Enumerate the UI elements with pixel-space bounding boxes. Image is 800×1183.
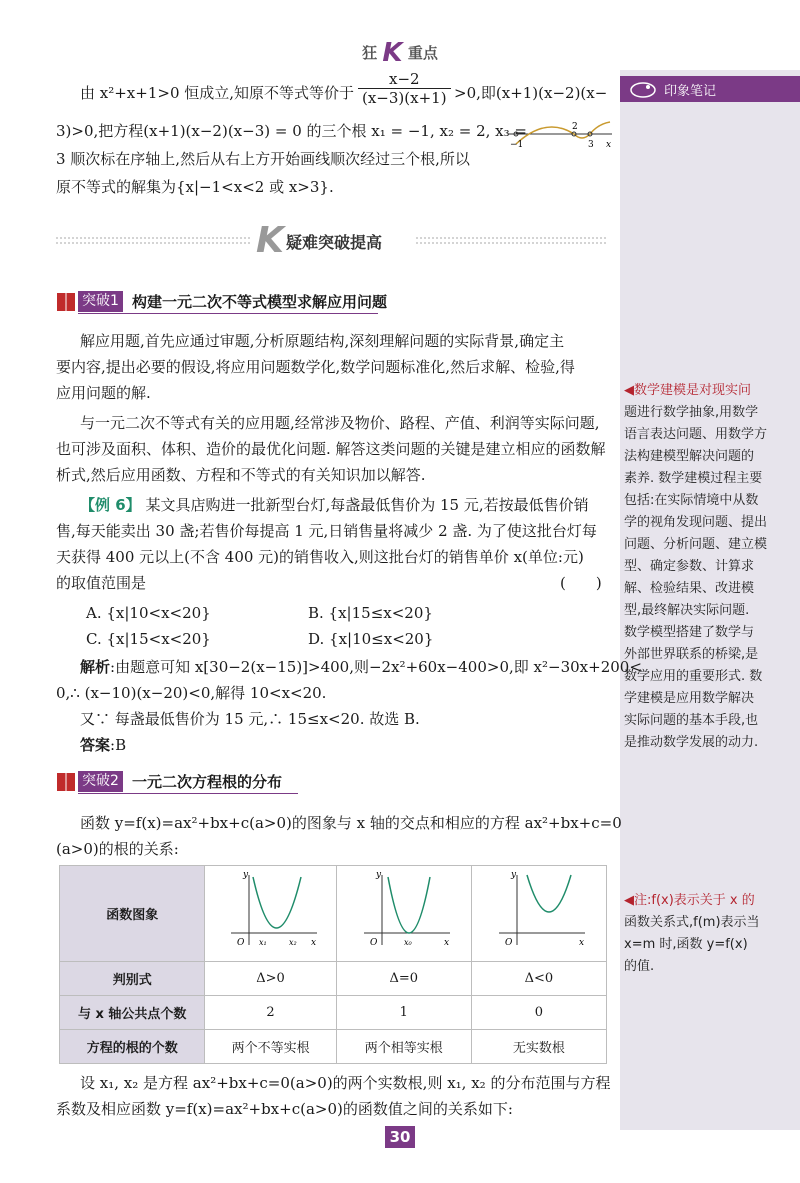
numline-label-b: 2 bbox=[572, 122, 578, 132]
book-icon bbox=[56, 292, 76, 312]
para2-line-2: 也可涉及面积、体积、造价的最优化问题. 解答这类问题的关键是建立相应的函数解 bbox=[56, 440, 606, 458]
para2-line-3: 析式,然后应用函数、方程和不等式的有关知识加以解答. bbox=[56, 466, 426, 484]
intro-line-1: 由 x²+x+1>0 恒成立,知原不等式等价于 bbox=[80, 84, 355, 102]
note-function: ◀注:f(x)表示关于 x 的 函数关系式,f(m)表示当 x=m 时,函数 y=f(x) 的值. bbox=[624, 893, 760, 974]
sidebar-header bbox=[620, 76, 800, 102]
sidebar-title: 印象笔记 bbox=[664, 84, 717, 99]
break1-tag: 突破1 bbox=[78, 291, 123, 312]
break2-header bbox=[56, 770, 606, 794]
graph-cell-delta-zero bbox=[336, 866, 471, 962]
option-d: D. {x|10≤x<20} bbox=[308, 630, 434, 648]
break1-title: 构建一元二次不等式模型求解应用问题 bbox=[132, 293, 388, 311]
intro-line-3: 3 顺次标在序轴上,然后从右上方开始画线顺次经过三个根,所以 bbox=[56, 150, 470, 168]
break2-title: 一元二次方程根的分布 bbox=[132, 773, 283, 791]
svg-text:x₁: x₁ bbox=[258, 937, 267, 947]
para4-line-1: 设 x₁, x₂ 是方程 ax²+bx+c=0(a>0)的两个实数根,则 x₁, x₂ 的分布范围与方程 bbox=[80, 1074, 611, 1092]
svg-text:y: y bbox=[242, 869, 248, 880]
svg-text:y: y bbox=[375, 869, 381, 880]
break2-tag: 突破2 bbox=[78, 771, 123, 792]
section-title: 疑难突破提高 bbox=[286, 233, 383, 252]
break1-header bbox=[56, 290, 606, 314]
svg-text:O: O bbox=[504, 937, 513, 948]
para3-line-2: (a>0)的根的关系: bbox=[56, 840, 179, 858]
svg-text:O: O bbox=[369, 937, 378, 948]
solution-line-2: 0,∴ (x−10)(x−20)<0,解得 10<x<20. bbox=[56, 684, 327, 702]
graph-cell-delta-neg bbox=[471, 866, 606, 962]
row-head-graph: 函数图象 bbox=[60, 866, 205, 962]
para2-line-1: 与一元二次不等式有关的应用题,经常涉及物价、路程、产值、利润等实际问题, bbox=[80, 414, 600, 432]
svg-text:x: x bbox=[310, 937, 316, 948]
svg-text:y: y bbox=[510, 869, 517, 880]
note-modeling: ◀数学建模是对现实问 题进行数学抽象,用数学 语言表达问题、用数学方 法构建模型解决问题的 素养. 数学建模过程主要 包括:在实际情境中从数 学的视角发现问题、提出 问题、分析问题、建立模 型、确定参数、计算求 解、检验结果、改进模 型,最终解决实际问题. 数学模型搭建了数学与 外部世界联系的桥梁,是 数学应用的重要形式. 数 学建模是应用数学解决 实际问题的基本手段,也 是推动数学发展的动力. bbox=[624, 383, 768, 750]
sign-chart bbox=[506, 116, 616, 150]
svg-text:x₀: x₀ bbox=[403, 937, 412, 947]
section-k-logo: K bbox=[256, 220, 284, 261]
graph-cell-delta-pos bbox=[205, 866, 336, 962]
example-line-3: 天获得 400 元以上(不含 400 元)的销售收入,则这批台灯的销售单价 x(单位:元) bbox=[56, 548, 584, 566]
example-tag: 【例 6】 bbox=[80, 496, 141, 514]
intro-line-2: 3)>0,把方程(x+1)(x−2)(x−3) = 0 的三个根 x₁ = −1, x₂ = 2, x₃ = bbox=[56, 122, 527, 140]
numline-label-a: −1 bbox=[510, 140, 524, 150]
option-b: B. {x|15≤x<20} bbox=[308, 604, 433, 622]
intro-fraction: x−2 (x−3)(x+1) bbox=[358, 70, 451, 107]
example-line-2: 售,每天能卖出 30 盏;若售价每提高 1 元,日销售量将减少 2 盏. 为了使这批台灯每 bbox=[56, 522, 597, 540]
solution-line-1: 解析:由题意可知 x[30−2(x−15)]>400,则−2x²+60x−400>0,即 x²−30x+200< bbox=[80, 658, 642, 676]
table-row-intersections: 与 x 轴公共点个数 2 1 0 bbox=[60, 996, 607, 1030]
section-banner bbox=[0, 220, 620, 261]
svg-text:x₂: x₂ bbox=[288, 937, 297, 947]
option-c: C. {x|15<x<20} bbox=[86, 630, 211, 648]
numline-label-c: 3 bbox=[588, 140, 594, 150]
book-icon bbox=[56, 772, 76, 792]
svg-text:O: O bbox=[236, 937, 244, 948]
note-icon bbox=[628, 78, 658, 104]
header-text-post: 重点 bbox=[407, 44, 438, 62]
header-text-pre: 狂 bbox=[362, 44, 378, 62]
table-row-discriminant: 判别式 Δ>0 Δ=0 Δ<0 bbox=[60, 962, 607, 996]
para1-line-3: 应用问题的解. bbox=[56, 384, 151, 402]
root-relation-table bbox=[59, 865, 607, 1064]
para3-line-1: 函数 y=f(x)=ax²+bx+c(a>0)的图象与 x 轴的交点和相应的方程 ax²+bx+c=0 bbox=[80, 814, 622, 832]
option-a: A. {x|10<x<20} bbox=[86, 604, 211, 622]
example-line-1: 【例 6】 某文具店购进一批新型台灯,每盏最低售价为 15 元,若按最低售价销 bbox=[80, 496, 589, 514]
intro-line-4: 原不等式的解集为{x|−1<x<2 或 x>3}. bbox=[56, 178, 334, 196]
solution-line-3: 又∵ 每盏最低售价为 15 元,∴ 15≤x<20. 故选 B. bbox=[80, 710, 420, 728]
answer-paren: ( ) bbox=[560, 574, 602, 592]
numline-label-x: x bbox=[606, 140, 612, 150]
answer-line: 答案:B bbox=[80, 736, 127, 754]
table-row-roots: 方程的根的个数 两个不等实根 两个相等实根 无实数根 bbox=[60, 1030, 607, 1064]
para4-line-2: 系数及相应函数 y=f(x)=ax²+bx+c(a>0)的函数值之间的关系如下: bbox=[56, 1100, 513, 1118]
svg-text:x: x bbox=[578, 937, 584, 948]
para1-line-2: 要内容,提出必要的假设,将应用问题数学化,数学问题标准化,然后求解、检验,得 bbox=[56, 358, 575, 376]
intro-line-1b: >0,即(x+1)(x−2)(x− bbox=[454, 84, 608, 102]
page-header bbox=[0, 38, 800, 68]
para1-line-1: 解应用题,首先应通过审题,分析原题结构,深刻理解问题的实际背景,确定主 bbox=[80, 332, 565, 350]
page-number: 30 bbox=[385, 1126, 415, 1148]
table-row-graph bbox=[60, 866, 607, 962]
svg-text:x: x bbox=[443, 937, 449, 948]
header-k-logo: K bbox=[382, 38, 403, 68]
example-line-4: 的取值范围是 bbox=[56, 574, 147, 592]
